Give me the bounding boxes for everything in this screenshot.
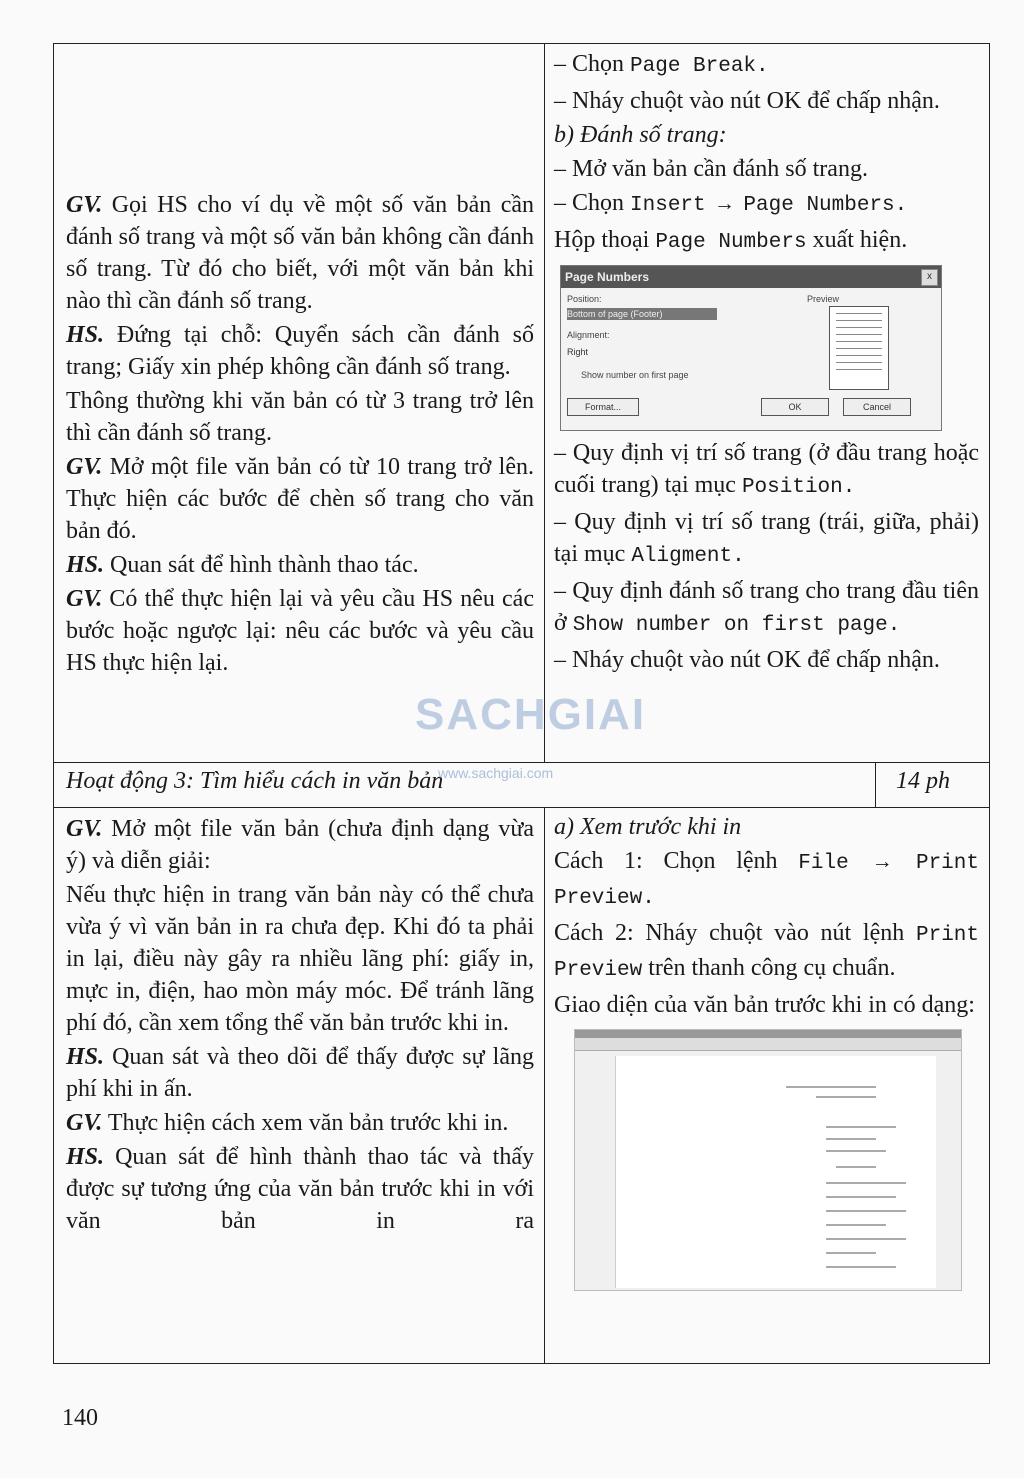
paragraph-text: Đứng tại chỗ: Quyển sách cần đánh số trang; Giấy xin phép không cần đánh số trang. (66, 322, 534, 380)
role-label: GV. (66, 586, 103, 612)
activity-duration: 14 ph (896, 768, 950, 794)
show-first-checkbox-label: Show number on first page (581, 370, 689, 380)
code-text: Show number on first page. (572, 614, 901, 637)
code-text: Aligment. (631, 545, 745, 568)
menu-bar (575, 1030, 961, 1038)
paragraph (554, 575, 979, 642)
section-heading: b) Đánh số trang: (554, 122, 727, 148)
text: Giao diện của văn bản trước khi in có dạng: (554, 992, 975, 1018)
role-label: GV. (66, 192, 103, 218)
paragraph-text: Có thể thực hiện lại và yêu cầu HS nêu các bước hoặc ngược lại: nêu các bước và yêu cầu HS thực hiện lại. (66, 586, 534, 676)
teacher-activity-cell (54, 807, 544, 1363)
role-label: HS. (66, 322, 105, 348)
paragraph (554, 845, 979, 915)
paragraph-text: Thực hiện cách xem văn bản trước khi in. (102, 1110, 509, 1136)
paragraph-text: Quan sát để hình thành thao tác và thấy được sự tương ứng của văn bản trước khi in với văn bản in ra (66, 1144, 534, 1234)
code-text: Print Preview (554, 924, 979, 982)
paragraph (66, 319, 534, 383)
code-text: Page Numbers (655, 231, 807, 254)
watermark-url: www.sachgiai.com (438, 765, 554, 781)
text: – Quy định đánh số trang cho trang đầu tiên ở (554, 578, 979, 636)
close-icon: x (921, 269, 938, 286)
column-divider (544, 807, 545, 1363)
paragraph (554, 917, 979, 987)
code-text: File → Print Preview. (554, 852, 979, 910)
paragraph (66, 813, 534, 877)
paragraph (554, 153, 979, 185)
paragraph (554, 187, 979, 222)
text: – Quy định vị trí số trang (ở đầu trang hoặc cuối trang) tại mục (554, 440, 979, 498)
text: – Chọn (554, 51, 631, 77)
role-label: GV. (66, 816, 103, 842)
paragraph (554, 85, 979, 117)
paragraph (554, 644, 979, 676)
text: – Chọn (554, 190, 631, 216)
paragraph (554, 224, 979, 259)
paragraph-text: Mở một file văn bản có từ 10 trang trở lên. Thực hiện các bước để chèn số trang cho văn bản đó. (66, 454, 534, 544)
paragraph-text: Quan sát để hình thành thao tác. (104, 552, 419, 578)
role-label: GV. (66, 1110, 103, 1136)
paragraph (66, 1141, 534, 1237)
page-number: 140 (62, 1405, 98, 1431)
paragraph (66, 549, 534, 581)
paragraph-text: Quan sát và theo dõi để thấy được sự lãng phí khi in ấn. (66, 1044, 534, 1102)
role-label: HS. (66, 1144, 105, 1170)
paragraph (554, 48, 979, 83)
table-row-page-numbers (54, 44, 989, 763)
paragraph-text: Nếu thực hiện in trang văn bản này có thể chưa vừa ý vì văn bản in ra chưa đẹp. Khi đó ta phải in lại, điều này gây ra nhiều lãng phí: giấy in, mực in, điện, hao mòn máy móc. Để tránh lãng phí đó, cần xem tổng thể văn bản trước khi in. (66, 882, 534, 1036)
text: trên thanh công cụ chuẩn. (642, 955, 896, 981)
activity-title: Hoạt động 3: Tìm hiểu cách in văn bản (66, 768, 444, 794)
role-label: HS. (66, 552, 105, 578)
paragraph (66, 583, 534, 679)
text: – Quy định vị trí số trang (trái, giữa, phải) tại mục (554, 509, 979, 567)
paragraph (554, 506, 979, 573)
paragraph (554, 437, 979, 504)
paragraph (66, 1107, 534, 1139)
toolbar (575, 1038, 961, 1051)
paragraph (66, 1041, 534, 1105)
position-select: Bottom of page (Footer) (567, 308, 717, 320)
preview-page (615, 1056, 936, 1288)
format-button: Format... (567, 398, 639, 416)
role-label: GV. (66, 454, 103, 480)
alignment-label: Alignment: (567, 330, 610, 340)
paragraph (66, 451, 534, 547)
paragraph (66, 879, 534, 1039)
code-text: Page Break. (630, 55, 769, 78)
preview-thumbnail (829, 306, 889, 390)
alignment-select: Right (567, 347, 589, 357)
preview-label: Preview (807, 294, 840, 304)
column-divider (875, 762, 876, 807)
print-preview-screenshot (574, 1029, 962, 1291)
cancel-button: Cancel (843, 398, 911, 416)
paragraph (66, 189, 534, 317)
content-cell (546, 807, 989, 1363)
text: – Nháy chuột vào nút OK để chấp nhận. (554, 647, 940, 673)
table-row-print-preview (54, 807, 989, 1363)
text: Cách 2: Nháy chuột vào nút lệnh (554, 920, 916, 946)
text: Hộp thoại (554, 227, 656, 253)
paragraph-text: Gọi HS cho ví dụ về một số văn bản cần đánh số trang và một số văn bản không cần đánh số trang. Từ đó cho biết, với một văn bản khi nào thì cần đánh số trang. (66, 192, 534, 314)
section-heading: a) Xem trước khi in (554, 814, 742, 840)
teacher-activity-cell (54, 44, 544, 762)
position-label: Position: (567, 294, 602, 304)
role-label: HS. (66, 1044, 105, 1070)
content-cell (546, 44, 989, 762)
text: Cách 1: Chọn lệnh (554, 848, 799, 874)
paragraph-text: Thông thường khi văn bản có từ 3 trang trở lên thì cần đánh số trang. (66, 388, 534, 446)
column-divider (544, 44, 545, 762)
text: xuất hiện. (806, 227, 908, 253)
code-text: Position. (741, 476, 856, 499)
watermark-logo: SACHGIAI (415, 690, 647, 739)
paragraph (554, 989, 979, 1021)
paragraph-text: Mở một file văn bản (chưa định dạng vừa ý) và diễn giải: (66, 816, 534, 874)
paragraph (66, 385, 534, 449)
ok-button: OK (761, 398, 829, 416)
text: – Nháy chuột vào nút OK để chấp nhận. (554, 88, 940, 114)
dialog-title: Page Numbers (561, 266, 941, 288)
page-numbers-dialog-screenshot (560, 265, 942, 431)
code-text: Insert → Page Numbers. (630, 194, 908, 217)
text: – Mở văn bản cần đánh số trang. (554, 156, 868, 182)
